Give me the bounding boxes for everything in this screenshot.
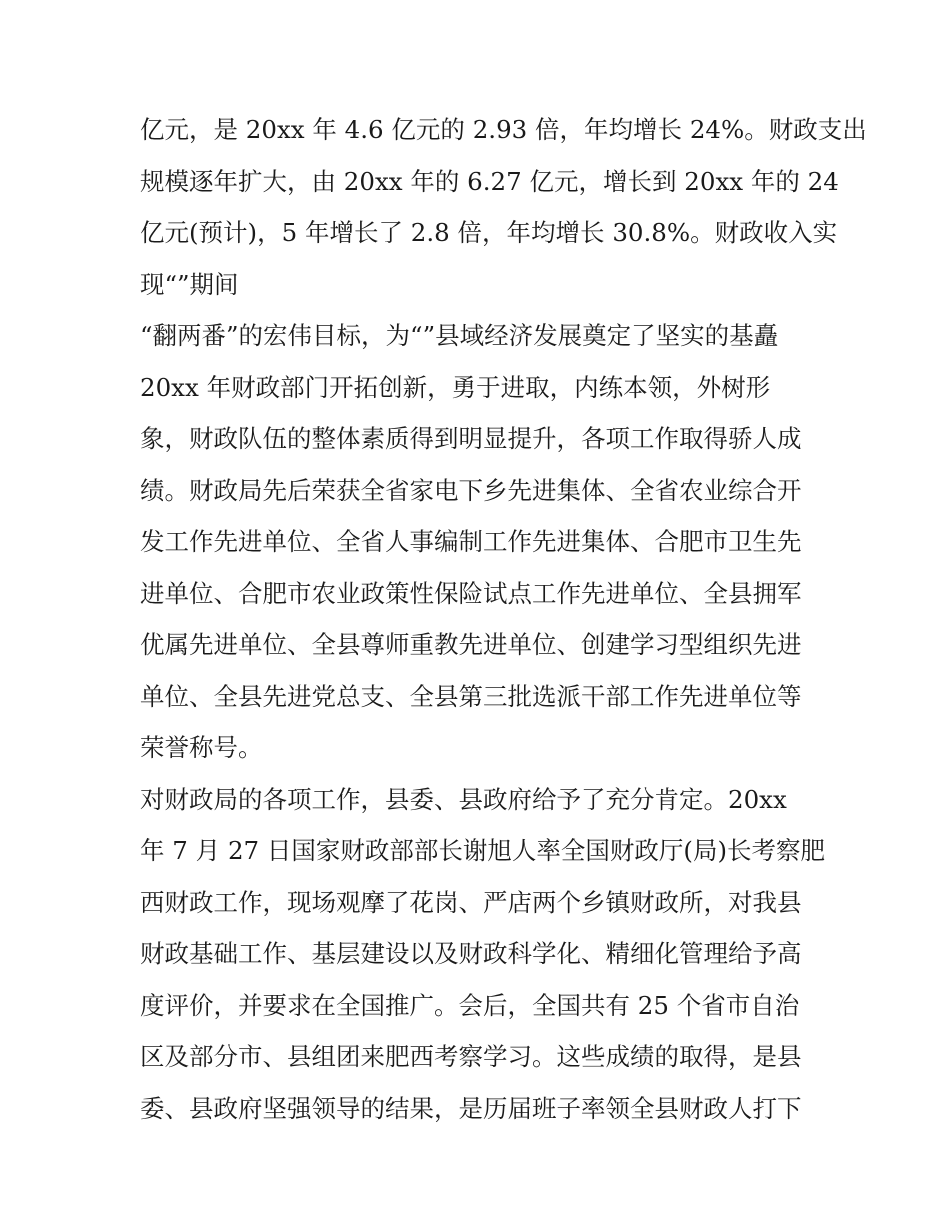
text-line: 对财政局的各项工作，县委、县政府给予了充分肯定。20xx [140, 784, 787, 814]
text-line: 进单位、合肥市农业政策性保险试点工作先进单位、全县拥军 [140, 578, 802, 608]
text-line: 亿元，是 20xx 年 4.6 亿元的 2.93 倍，年均增长 24%。财政支出 [140, 115, 867, 144]
text-line: 发工作先进单位、全省人事编制工作先进集体、合肥市卫生先 [140, 527, 802, 556]
text-line: 象，财政队伍的整体素质得到明显提升，各项工作取得骄人成 [140, 424, 802, 453]
text-line: 年 7 月 27 日国家财政部部长谢旭人率全国财政厅(局)长考察肥 [140, 836, 826, 865]
text-line: 财政基础工作、基层建设以及财政科学化、精细化管理给予高 [140, 939, 802, 968]
text-line: 绩。财政局先后荣获全省家电下乡先进集体、全省农业综合开 [140, 475, 802, 505]
text-line: 20xx 年财政部门开拓创新，勇于进取，内练本领，外树形 [140, 372, 771, 402]
text-line: 度评价，并要求在全国推广。会后，全国共有 25 个省市自治 [140, 990, 800, 1020]
text-line: 规模逐年扩大，由 20xx 年的 6.27 亿元，增长到 20xx 年的 24 [140, 166, 839, 196]
text-line: 现“”期间 [140, 269, 239, 299]
text-line: 区及部分市、县组团来肥西考察学习。这些成绩的取得，是县 [140, 1042, 802, 1071]
text-line: “翻两番”的宏伟目标，为“”县域经济发展奠定了坚实的基矗 [140, 321, 779, 350]
text-line: 单位、全县先进党总支、全县第三批选派干部工作先进单位等 [140, 681, 802, 711]
text-line: 委、县政府坚强领导的结果，是历届班子率领全县财政人打下 [140, 1093, 802, 1123]
text-line: 荣誉称号。 [140, 733, 263, 762]
body-text [140, 104, 867, 1134]
text-line: 西财政工作，现场观摩了花岗、严店两个乡镇财政所，对我县 [140, 887, 802, 917]
text-line: 亿元(预计)，5 年增长了 2.8 倍，年均增长 30.8%。财政收入实 [140, 218, 838, 247]
text-line: 优属先进单位、全县尊师重教先进单位、创建学习型组织先进 [140, 630, 802, 659]
